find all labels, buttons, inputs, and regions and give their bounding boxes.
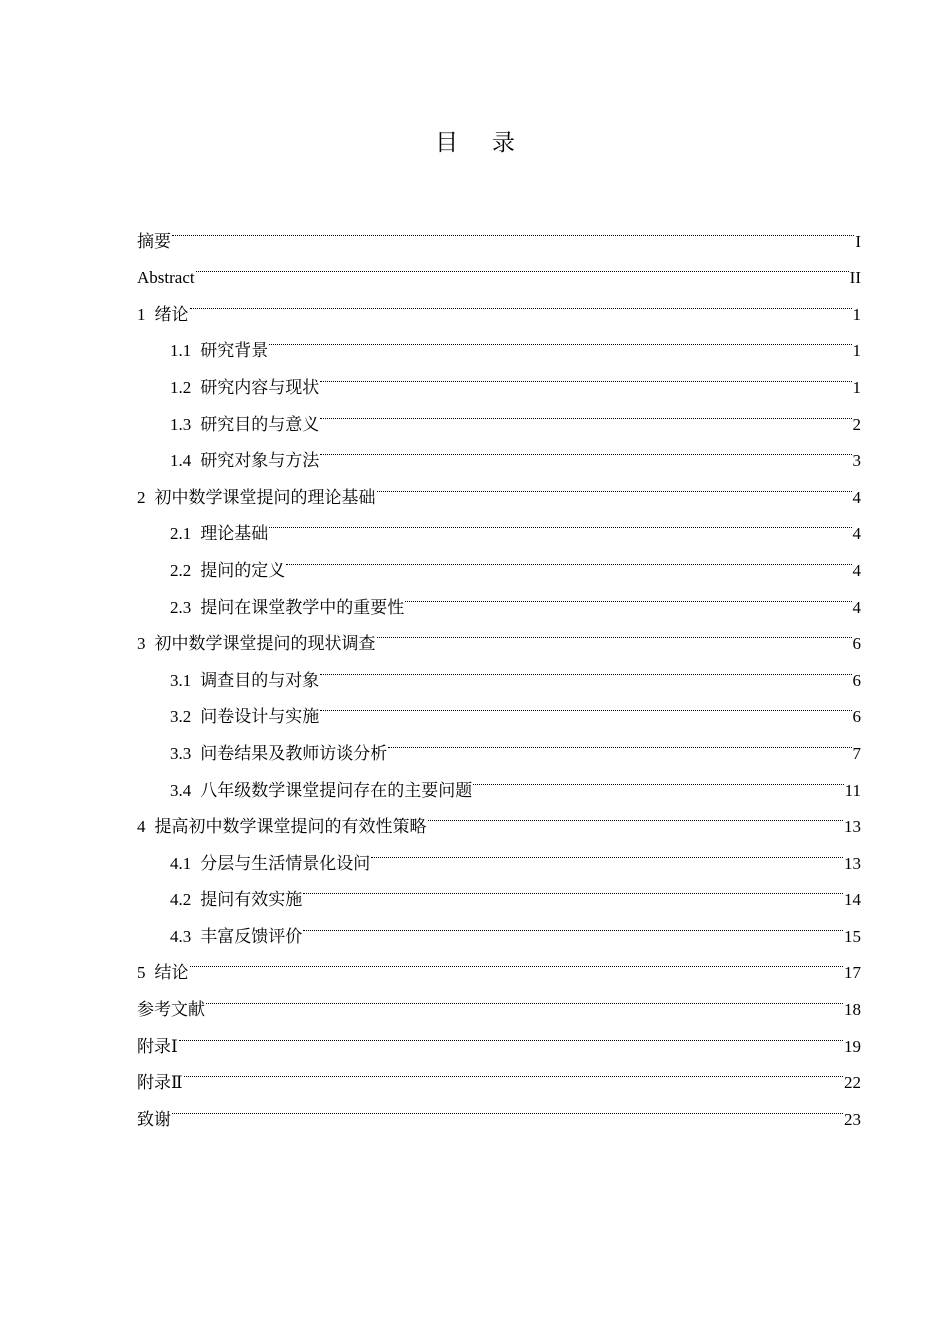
toc-entry-page-number: 1 <box>852 377 861 397</box>
toc-entry-page-number: 6 <box>852 670 861 690</box>
toc-entry-page-number: 19 <box>844 1036 861 1056</box>
toc-entry-number: 3.3 <box>170 743 192 763</box>
toc-entry-label: 研究背景 <box>200 341 269 361</box>
toc-dot-leader <box>303 905 843 942</box>
toc-entry[interactable] <box>137 210 861 251</box>
toc-entry-number: 2.3 <box>170 597 192 617</box>
toc-entry-page-number: 13 <box>844 853 861 873</box>
toc-dot-leader <box>184 1052 843 1089</box>
toc-entry-label: 附录Ⅰ <box>137 1036 178 1056</box>
toc-dot-leader <box>377 466 852 503</box>
toc-dot-leader <box>172 210 854 247</box>
toc-entry-number: 4.2 <box>170 890 192 910</box>
toc-entry-number: 4.1 <box>170 853 192 873</box>
toc-entry-label: 研究目的与意义 <box>200 414 320 434</box>
toc-entry-label: 问卷结果及教师访谈分析 <box>200 743 388 763</box>
toc-entry-label: 提问的定义 <box>200 560 286 580</box>
toc-entry-page-number: 6 <box>852 707 861 727</box>
toc-dot-leader <box>428 796 844 833</box>
toc-dot-leader <box>320 686 851 723</box>
toc-entry-label: 初中数学课堂提问的现状调查 <box>154 634 376 654</box>
toc-entry-page-number: 4 <box>852 524 861 544</box>
toc-dot-leader <box>388 722 851 759</box>
toc-entry-number: 3.4 <box>170 780 192 800</box>
toc-entry-page-number: II <box>849 268 861 288</box>
toc-dot-leader <box>286 539 851 576</box>
toc-entry-page-number: 4 <box>852 560 861 580</box>
toc-entry-label: 问卷设计与实施 <box>200 707 320 727</box>
toc-entry-number: 3.2 <box>170 707 192 727</box>
toc-dot-leader <box>269 320 851 357</box>
toc-entry-label: 提问在课堂教学中的重要性 <box>200 597 405 617</box>
toc-entry-number: 4.3 <box>170 926 192 946</box>
toc-entry[interactable] <box>137 1088 861 1129</box>
toc-entry-number: 2.1 <box>170 524 192 544</box>
toc-entry-page-number: I <box>855 231 861 251</box>
toc-entry-label: 调查目的与对象 <box>200 670 320 690</box>
toc-entry-page-number: 4 <box>852 487 861 507</box>
toc-dot-leader <box>377 613 852 650</box>
toc-entry-label: 丰富反馈评价 <box>200 926 303 946</box>
toc-entry-page-number: 6 <box>852 634 861 654</box>
toc-entry-label: 致谢 <box>137 1109 171 1129</box>
toc-entry-page-number: 22 <box>844 1073 861 1093</box>
toc-entry-label: 参考文献 <box>137 1000 205 1020</box>
toc-entry[interactable] <box>137 320 861 361</box>
toc-entry-label: 八年级数学课堂提问存在的主要问题 <box>200 780 473 800</box>
toc-dot-leader <box>179 1015 843 1052</box>
toc-entry-page-number: 3 <box>852 451 861 471</box>
toc-entry[interactable] <box>137 247 861 288</box>
toc-dot-leader <box>206 978 843 1015</box>
toc-entry-number: 4 <box>137 817 146 837</box>
toc-dot-leader <box>190 942 844 979</box>
toc-entry-label: 提问有效实施 <box>200 890 303 910</box>
toc-entry-number: 1.4 <box>170 451 192 471</box>
toc-dot-leader <box>473 759 843 796</box>
toc-entry-page-number: 2 <box>852 414 861 434</box>
toc-dot-leader <box>371 832 843 869</box>
toc-dot-leader <box>320 393 851 430</box>
toc-entry[interactable] <box>137 283 861 324</box>
toc-dot-leader <box>320 649 851 686</box>
toc-entry-label: 附录Ⅱ <box>137 1073 183 1093</box>
toc-entry-page-number: 4 <box>852 597 861 617</box>
toc-entry-page-number: 13 <box>844 817 861 837</box>
toc-entry-label: 理论基础 <box>200 524 269 544</box>
toc-entry-number: 2 <box>137 487 146 507</box>
toc-entry-number: 3.1 <box>170 670 192 690</box>
toc-entry-page-number: 1 <box>852 341 861 361</box>
toc-entry[interactable] <box>137 942 861 983</box>
toc-entry-label: 绪论 <box>154 304 189 324</box>
toc-entry-label: 初中数学课堂提问的理论基础 <box>154 487 376 507</box>
toc-dot-leader <box>320 356 851 393</box>
toc-entry-number: 1.3 <box>170 414 192 434</box>
toc-entry-page-number: 15 <box>844 926 861 946</box>
toc-entry[interactable] <box>137 1052 861 1093</box>
toc-entry-label: 摘要 <box>137 231 171 251</box>
toc-dot-leader <box>405 576 851 613</box>
toc-dot-leader <box>320 430 851 467</box>
toc-entry[interactable] <box>137 1015 861 1056</box>
page-title: 目 录 <box>435 130 529 155</box>
toc-dot-leader <box>172 1088 843 1125</box>
toc-dot-leader <box>303 869 843 906</box>
toc-entry-page-number: 11 <box>844 780 861 800</box>
toc-entry-page-number: 18 <box>844 1000 861 1020</box>
toc-entry-label: 研究对象与方法 <box>200 451 320 471</box>
toc-entry-number: 1.2 <box>170 377 192 397</box>
toc-entry-number: 3 <box>137 634 146 654</box>
toc-dot-leader <box>190 283 852 320</box>
toc-entry-page-number: 14 <box>844 890 861 910</box>
toc-entry[interactable] <box>137 978 861 1020</box>
toc-entry-label: 研究内容与现状 <box>200 377 320 397</box>
toc-entry-label: Abstract <box>137 268 195 288</box>
toc-entry-page-number: 23 <box>844 1109 861 1129</box>
toc-entry-number: 2.2 <box>170 560 192 580</box>
toc-entry-label: 结论 <box>154 963 189 983</box>
table-of-contents <box>137 210 861 1129</box>
toc-entry-number: 1.1 <box>170 341 192 361</box>
toc-entry-page-number: 1 <box>852 304 861 324</box>
toc-entry-page-number: 17 <box>844 963 861 983</box>
toc-entry-label: 分层与生活情景化设问 <box>200 853 371 873</box>
toc-dot-leader <box>269 503 851 540</box>
toc-entry-page-number: 7 <box>852 743 861 763</box>
toc-entry-number: 1 <box>137 304 146 324</box>
toc-entry-number: 5 <box>137 963 146 983</box>
toc-dot-leader <box>196 247 849 284</box>
toc-entry-label: 提高初中数学课堂提问的有效性策略 <box>154 817 427 837</box>
